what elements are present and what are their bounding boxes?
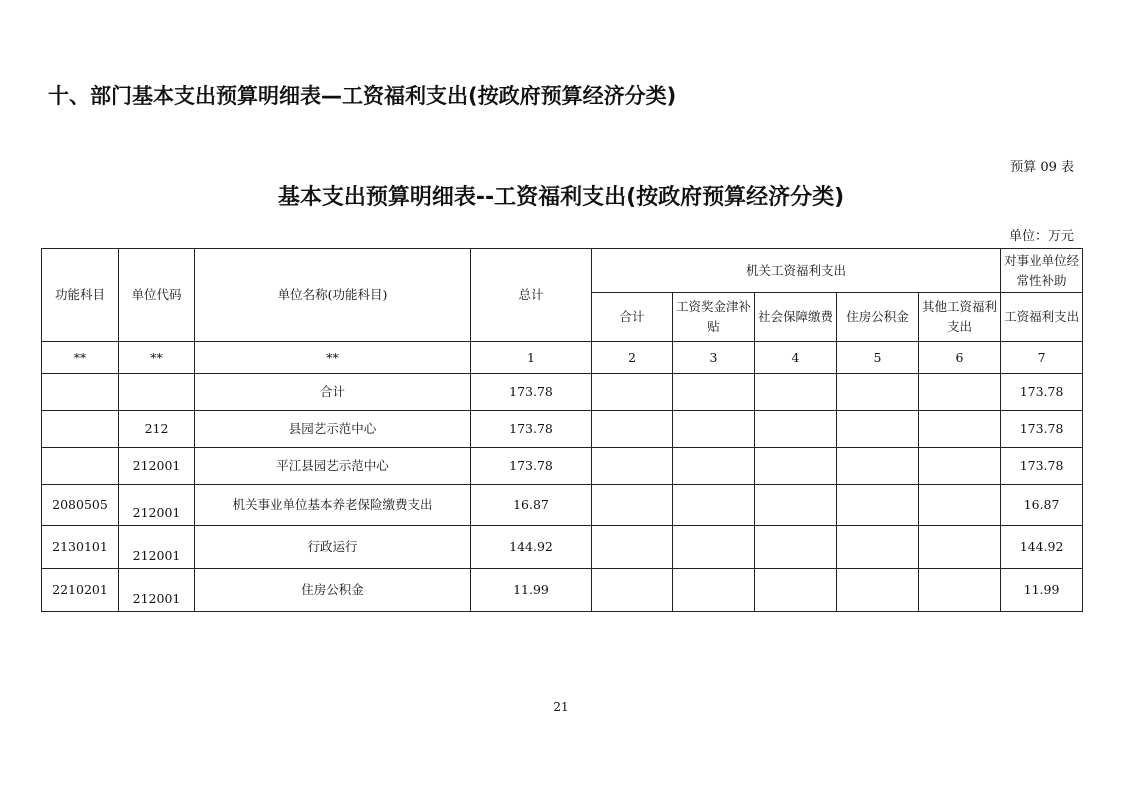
- header-social-security: 社会保障缴费: [755, 293, 837, 342]
- unit-label: 单位：万元: [1008, 229, 1074, 244]
- unit-name-cell: 住房公积金: [195, 569, 471, 612]
- form-number: 预算 09 表: [1010, 160, 1074, 175]
- index-cell: 6: [919, 342, 1001, 374]
- unit-code-cell: 212001: [119, 448, 195, 485]
- value-cell: [673, 569, 755, 612]
- unit-code-cell: 212001: [119, 485, 195, 526]
- subsidy-value-cell: 16.87: [1001, 485, 1083, 526]
- total-cell: 173.78: [471, 411, 592, 448]
- index-cell: **: [195, 342, 471, 374]
- table-row: [42, 526, 1083, 569]
- unit-code-cell: [119, 374, 195, 411]
- value-cell: [837, 569, 919, 612]
- total-cell: 16.87: [471, 485, 592, 526]
- subsidy-value-cell: 173.78: [1001, 448, 1083, 485]
- value-cell: [837, 448, 919, 485]
- value-cell: [592, 448, 673, 485]
- header-institution-subsidy-group: 对事业单位经常性补助: [1001, 249, 1083, 293]
- budget-table: [41, 248, 1083, 612]
- index-cell: 3: [673, 342, 755, 374]
- value-cell: [673, 374, 755, 411]
- unit-name-cell: 机关事业单位基本养老保险缴费支出: [195, 485, 471, 526]
- value-cell: [919, 448, 1001, 485]
- value-cell: [837, 526, 919, 569]
- index-cell: 5: [837, 342, 919, 374]
- value-cell: [919, 485, 1001, 526]
- subsidy-value-cell: 144.92: [1001, 526, 1083, 569]
- value-cell: [673, 411, 755, 448]
- page-number: 21: [553, 700, 569, 714]
- value-cell: [755, 448, 837, 485]
- function-code-cell: 2080505: [42, 485, 119, 526]
- value-cell: [673, 485, 755, 526]
- header-wages-welfare: 工资福利支出: [1001, 293, 1083, 342]
- value-cell: [592, 411, 673, 448]
- table-title: 基本支出预算明细表--工资福利支出(按政府预算经济分类): [277, 185, 845, 210]
- subsidy-value-cell: 173.78: [1001, 374, 1083, 411]
- value-cell: [755, 374, 837, 411]
- function-code-cell: 2210201: [42, 569, 119, 612]
- value-cell: [837, 485, 919, 526]
- total-cell: 173.78: [471, 374, 592, 411]
- header-agency-wages-group: 机关工资福利支出: [592, 249, 1001, 293]
- value-cell: [919, 411, 1001, 448]
- header-other-wages: 其他工资福利支出: [919, 293, 1001, 342]
- value-cell: [592, 374, 673, 411]
- section-heading: 十、部门基本支出预算明细表—工资福利支出(按政府预算经济分类): [48, 84, 677, 108]
- value-cell: [755, 411, 837, 448]
- index-cell: **: [42, 342, 119, 374]
- value-cell: [592, 569, 673, 612]
- unit-name-cell: 平江县园艺示范中心: [195, 448, 471, 485]
- index-cell: 1: [471, 342, 592, 374]
- header-housing-fund: 住房公积金: [837, 293, 919, 342]
- unit-code-cell: 212001: [119, 526, 195, 569]
- header-unit-name: 单位名称(功能科目): [195, 249, 471, 342]
- index-row: [42, 342, 1083, 374]
- table-row: [42, 569, 1083, 612]
- total-cell: 144.92: [471, 526, 592, 569]
- value-cell: [673, 526, 755, 569]
- function-code-cell: [42, 448, 119, 485]
- unit-code-cell: 212: [119, 411, 195, 448]
- function-code-cell: [42, 374, 119, 411]
- index-cell: 7: [1001, 342, 1083, 374]
- value-cell: [837, 411, 919, 448]
- unit-name-cell: 行政运行: [195, 526, 471, 569]
- value-cell: [755, 526, 837, 569]
- value-cell: [837, 374, 919, 411]
- function-code-cell: [42, 411, 119, 448]
- index-cell: 2: [592, 342, 673, 374]
- subsidy-value-cell: 173.78: [1001, 411, 1083, 448]
- value-cell: [592, 485, 673, 526]
- unit-name-cell: 县园艺示范中心: [195, 411, 471, 448]
- index-cell: 4: [755, 342, 837, 374]
- total-cell: 11.99: [471, 569, 592, 612]
- header-unit-code: 单位代码: [119, 249, 195, 342]
- unit-name-cell: 合计: [195, 374, 471, 411]
- index-cell: **: [119, 342, 195, 374]
- table-row: [42, 485, 1083, 526]
- table-row: [42, 448, 1083, 485]
- table-row-grand-total: [42, 374, 1083, 411]
- value-cell: [755, 485, 837, 526]
- value-cell: [755, 569, 837, 612]
- unit-code-cell: 212001: [119, 569, 195, 612]
- table-row: [42, 411, 1083, 448]
- header-function-subject: 功能科目: [42, 249, 119, 342]
- total-cell: 173.78: [471, 448, 592, 485]
- header-row-1: [42, 249, 1083, 293]
- header-wages-bonus: 工资奖金津补贴: [673, 293, 755, 342]
- value-cell: [919, 374, 1001, 411]
- header-subtotal: 合计: [592, 293, 673, 342]
- header-total: 总计: [471, 249, 592, 342]
- value-cell: [592, 526, 673, 569]
- function-code-cell: 2130101: [42, 526, 119, 569]
- value-cell: [919, 526, 1001, 569]
- value-cell: [673, 448, 755, 485]
- subsidy-value-cell: 11.99: [1001, 569, 1083, 612]
- value-cell: [919, 569, 1001, 612]
